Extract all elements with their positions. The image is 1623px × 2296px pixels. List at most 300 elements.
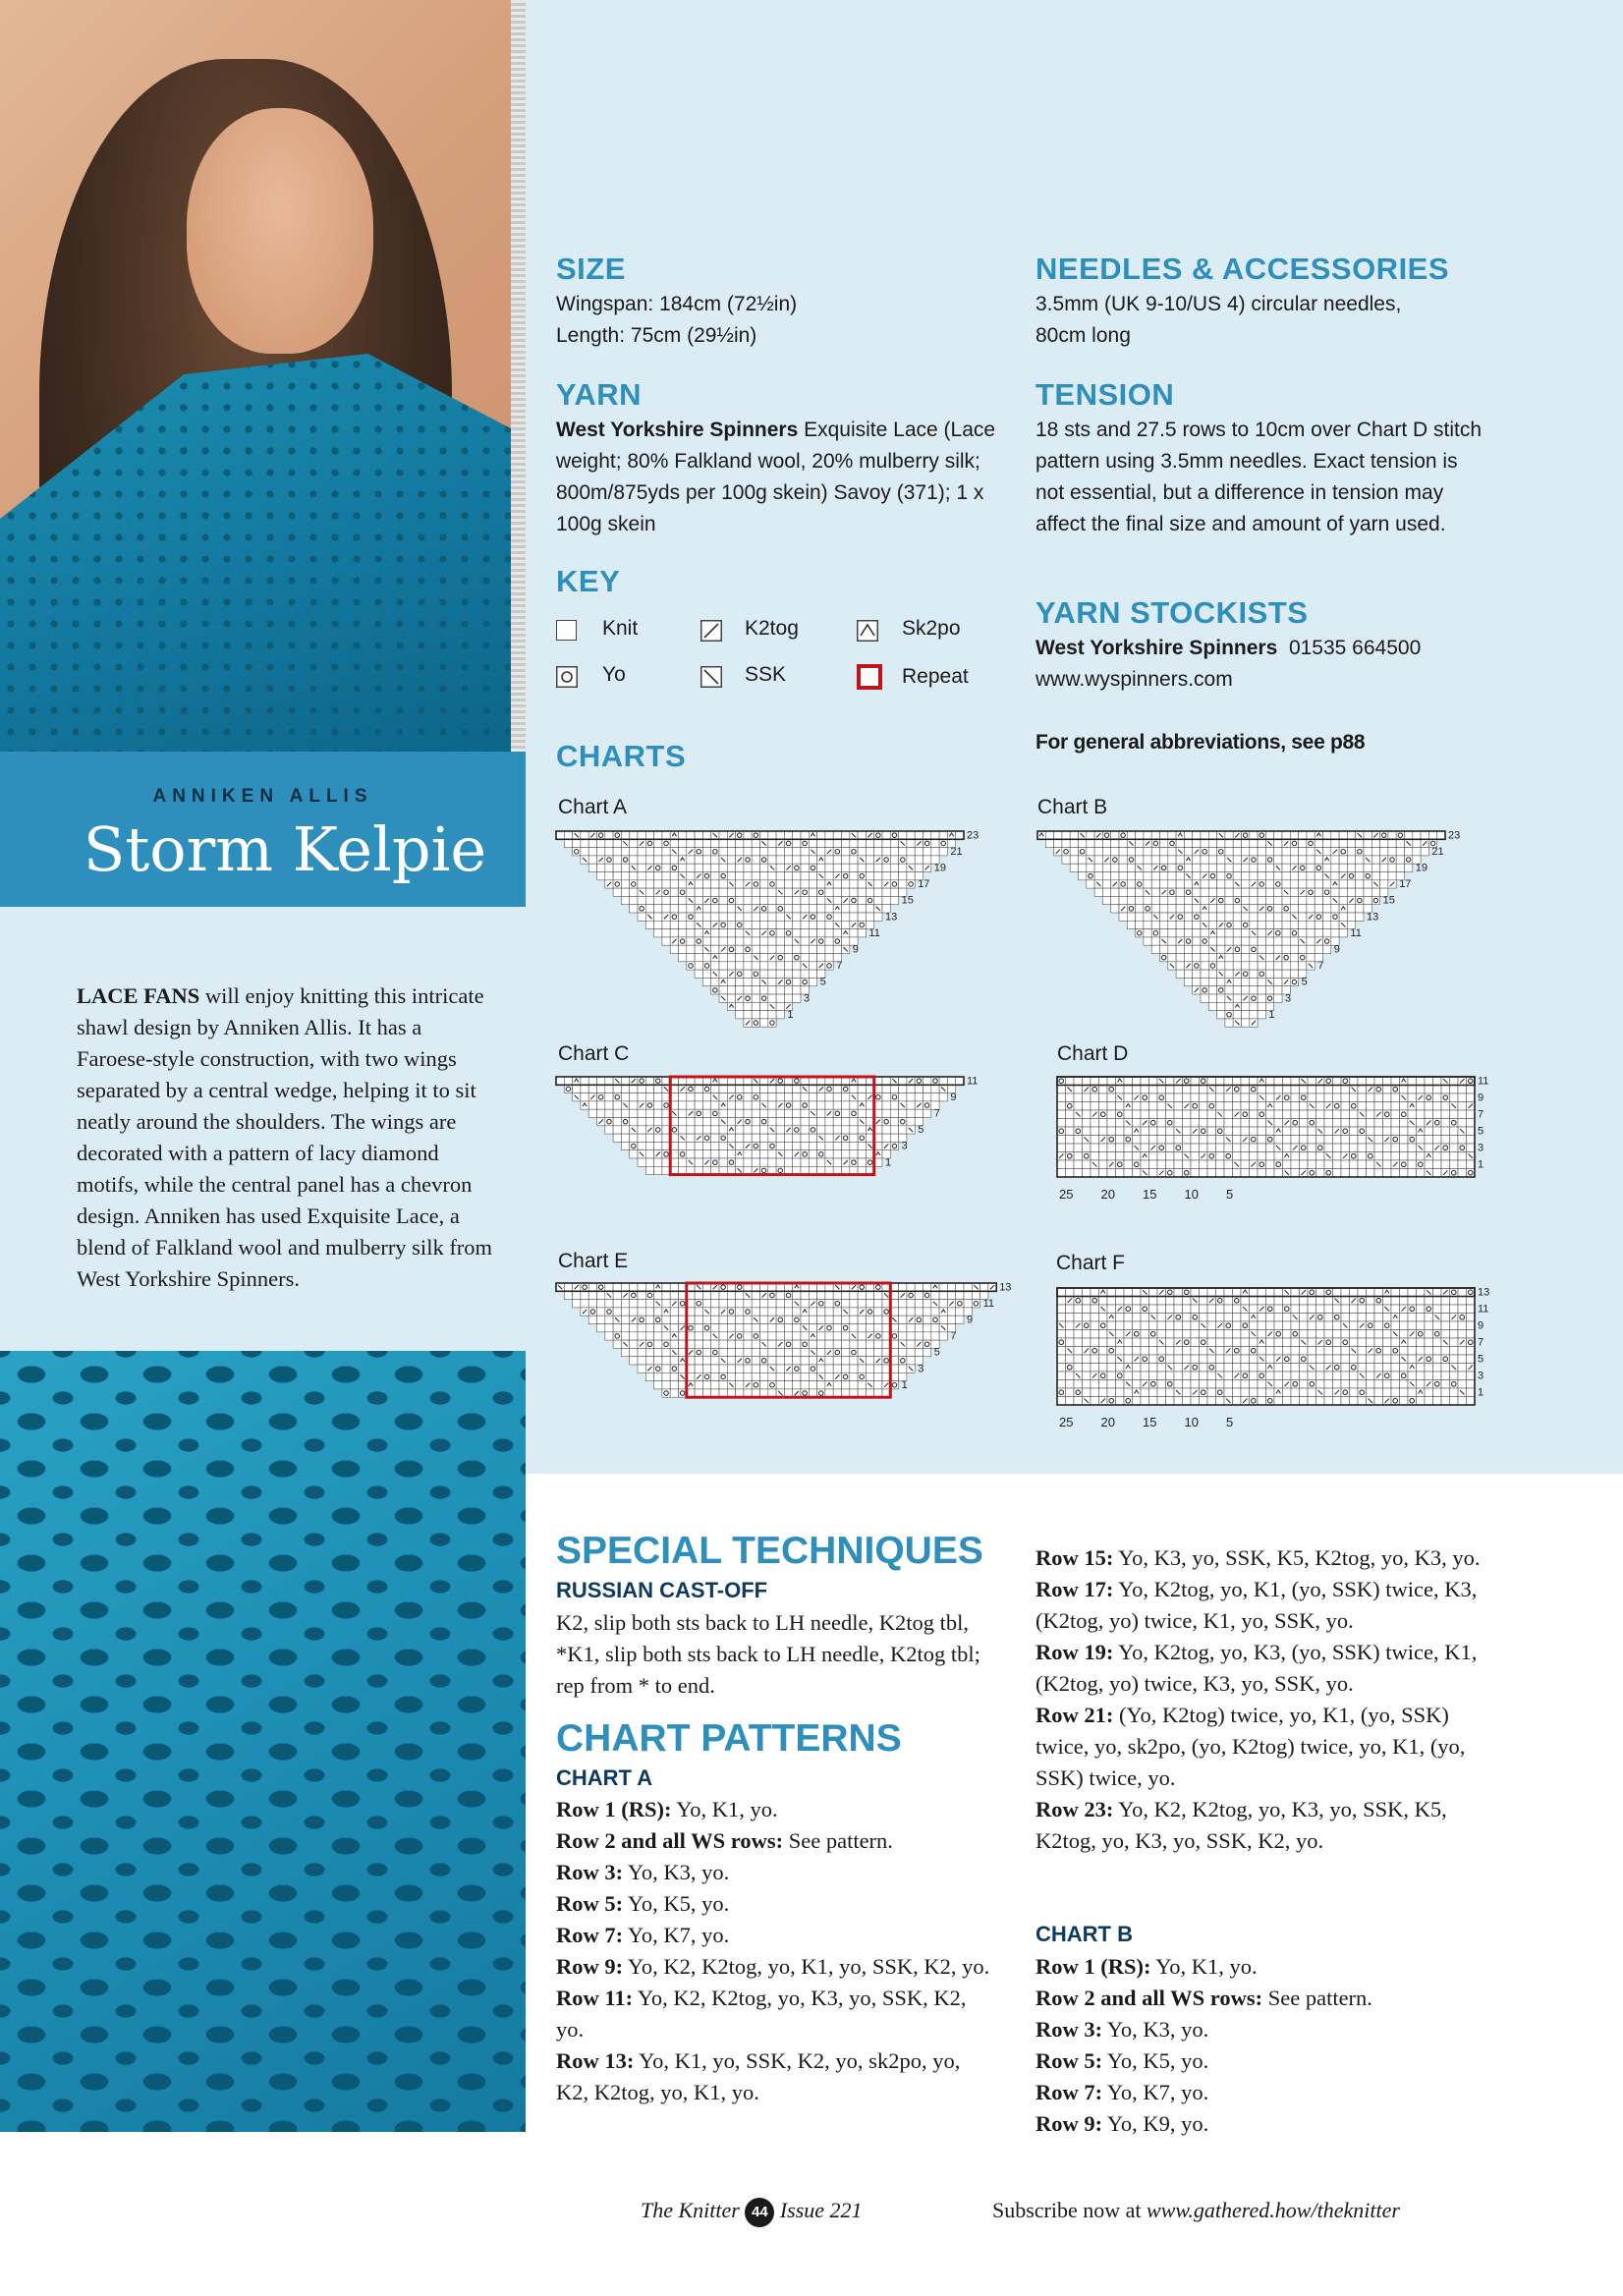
chart-cell	[1124, 1110, 1133, 1119]
chart-cell	[1174, 1372, 1183, 1380]
chart-cell	[1107, 1288, 1116, 1297]
chart-cell	[662, 880, 670, 888]
chart-cell	[1151, 888, 1159, 896]
chart-cell	[817, 929, 825, 937]
chart-cell	[1367, 1110, 1375, 1119]
chart-cell	[752, 848, 759, 856]
chart-cell	[670, 1283, 678, 1291]
chart-cell	[654, 905, 662, 913]
chart-cell	[874, 913, 882, 921]
chart-cell	[1183, 1127, 1192, 1136]
chart-cell	[1224, 1110, 1233, 1119]
chart-cell	[760, 905, 768, 913]
chart-cell	[784, 888, 792, 896]
chart-cell	[1141, 1086, 1149, 1094]
chart-cell	[1183, 1330, 1192, 1339]
chart-cell	[915, 864, 923, 871]
chart-cell	[695, 937, 702, 945]
chart-cell	[1124, 1144, 1133, 1152]
chart-cell	[1233, 1397, 1242, 1406]
chart-cell	[768, 848, 776, 856]
chart-cell	[899, 864, 907, 871]
chart-cell	[890, 839, 898, 847]
chart-cell	[1358, 1144, 1367, 1152]
chart-cell	[1176, 945, 1184, 953]
chart-cell	[1160, 896, 1168, 904]
chart-cell	[702, 1118, 710, 1126]
chart-cell	[1258, 1102, 1266, 1111]
chart-cell	[1160, 856, 1168, 864]
chart-cell	[1160, 848, 1168, 856]
chart-cell	[654, 1109, 662, 1117]
chart-cell	[1133, 1086, 1142, 1094]
chart-cell	[842, 1372, 850, 1380]
chart-cell	[752, 1324, 759, 1332]
chart-cell	[654, 1340, 662, 1348]
chart-cell	[1087, 872, 1094, 880]
chart-cell	[1201, 896, 1208, 904]
chart-cell	[1133, 1160, 1142, 1169]
chart-cell	[1074, 1364, 1083, 1372]
row-number: 3	[918, 1363, 924, 1375]
chart-cell	[1241, 1380, 1250, 1389]
chart-cell	[1216, 1388, 1225, 1397]
chart-cell	[1458, 1321, 1467, 1330]
chart-cell	[654, 1308, 662, 1316]
chart-cell	[882, 1118, 890, 1126]
chart-cell	[1151, 937, 1159, 945]
chart-cell	[1331, 913, 1339, 921]
chart-cell	[817, 1109, 825, 1117]
chart-cell	[1315, 856, 1322, 864]
chart-cell	[776, 929, 784, 937]
chart-cell	[1347, 856, 1355, 864]
chart-cell	[825, 1085, 833, 1092]
chart-cell	[1136, 896, 1144, 904]
chart-cell	[1241, 1330, 1250, 1339]
chart-cell	[744, 1372, 752, 1380]
chart-cell	[1087, 831, 1094, 839]
chart-cell	[1350, 1330, 1359, 1339]
chart-cell	[1282, 880, 1290, 888]
chart-cell	[1216, 1364, 1225, 1372]
chart-cell	[727, 1300, 735, 1308]
chart-cell	[809, 913, 816, 921]
chart-cell	[1149, 1347, 1158, 1356]
chart-cell	[793, 872, 801, 880]
chart-cell	[736, 1348, 744, 1356]
chart-cell	[1250, 921, 1258, 928]
chart-cell	[1144, 880, 1151, 888]
chart-cell	[907, 1308, 915, 1316]
chart-cell	[1124, 1297, 1133, 1306]
chart-cell	[793, 1093, 801, 1101]
chart-cell	[1290, 978, 1298, 985]
chart-cell	[1458, 1169, 1467, 1178]
chart-cell	[833, 1381, 841, 1389]
row-number: 15	[1382, 894, 1395, 907]
chart-cell	[1374, 1388, 1383, 1397]
chart-cell	[1174, 1169, 1183, 1178]
chart-cell	[809, 929, 816, 937]
chart-cell	[915, 848, 923, 856]
chart-cell	[825, 905, 833, 913]
chart-cell	[1151, 839, 1159, 847]
chart-cell	[1066, 1330, 1075, 1339]
chart-cell	[1417, 1297, 1426, 1306]
chart-cell	[630, 905, 638, 913]
chart-cell	[1176, 970, 1184, 978]
chart-cell	[907, 1101, 915, 1109]
chart-cell	[1258, 1380, 1266, 1389]
chart-cell	[613, 1340, 621, 1348]
chart-cell	[1356, 856, 1364, 864]
chart-cell	[899, 1093, 907, 1101]
chart-cell	[1347, 905, 1355, 913]
chart-cell	[727, 978, 735, 985]
chart-cell	[1099, 1380, 1108, 1389]
chart-cell	[1341, 1119, 1350, 1128]
chart-cell	[801, 1118, 809, 1126]
chart-cell	[1400, 1314, 1409, 1322]
chart-cell	[1339, 864, 1347, 871]
chart-cell	[1166, 1110, 1175, 1119]
chart-cell	[776, 831, 784, 839]
chart-cell	[760, 994, 768, 1002]
chart-cell	[1057, 1144, 1066, 1152]
chart-cell	[801, 864, 809, 871]
chart-cell	[1258, 978, 1265, 985]
chart-cell	[793, 1357, 801, 1365]
chart-cell	[1119, 888, 1127, 896]
chart-cell	[687, 1142, 695, 1149]
chart-cell	[1391, 1110, 1400, 1119]
chart-cell	[1307, 954, 1315, 962]
chart-cell	[1341, 1347, 1350, 1356]
chart-cell	[1274, 1110, 1283, 1119]
chart-cell	[817, 945, 825, 953]
chart-cell	[1141, 1364, 1149, 1372]
chart-cell	[581, 848, 588, 856]
chart-cell	[645, 839, 653, 847]
chart-cell	[1341, 1127, 1350, 1136]
chart-cell	[833, 1348, 841, 1356]
chart-cell	[702, 978, 710, 985]
chart-cell	[1107, 1086, 1116, 1094]
chart-cell	[1282, 913, 1290, 921]
chart-cell	[1380, 839, 1388, 847]
chart-cell	[1217, 986, 1225, 994]
chart-cell	[1151, 945, 1159, 953]
chart-cell	[744, 896, 752, 904]
chart-cell	[654, 1332, 662, 1340]
chart-cell	[1216, 1102, 1225, 1111]
chart-cell	[1274, 896, 1282, 904]
chart-cell	[1316, 1321, 1325, 1330]
chart-cell	[711, 1300, 719, 1308]
chart-cell	[1250, 1110, 1259, 1119]
chart-cell	[1208, 880, 1216, 888]
row-number: 3	[901, 1140, 908, 1152]
chart-cell	[1107, 1338, 1116, 1347]
chart-cell	[776, 1002, 784, 1010]
chart-cell	[1367, 1330, 1375, 1339]
chart-cell	[1242, 962, 1250, 970]
chart-cell	[588, 839, 596, 847]
chart-cell	[605, 1332, 613, 1340]
chart-cell	[1057, 1388, 1066, 1397]
chart-cell	[711, 1291, 719, 1299]
chart-cell	[1191, 1355, 1200, 1364]
chart-cell	[1274, 913, 1282, 921]
chart-cell	[1151, 896, 1159, 904]
chart-cell	[1316, 1297, 1325, 1306]
chart-cell	[939, 831, 947, 839]
chart-cell	[744, 856, 752, 864]
chart-cell	[1250, 1093, 1259, 1102]
chart-cell	[793, 1316, 801, 1323]
chart-cell	[1371, 888, 1379, 896]
chart-cell	[1467, 1330, 1476, 1339]
chart-a-row-cont-0: Row 15: Yo, K3, yo, SSK, K5, K2tog, yo, K3, yo.	[1035, 1545, 1481, 1570]
chart-cell	[1358, 1086, 1367, 1094]
chart-cell	[1358, 1314, 1367, 1322]
chart-cell	[1274, 1152, 1283, 1161]
chart-cell	[752, 970, 759, 978]
chart-cell	[1315, 872, 1322, 880]
chart-cell	[817, 1316, 825, 1323]
chart-cell	[1364, 864, 1371, 871]
chart-cell	[695, 1126, 702, 1134]
chart-cell	[931, 1085, 939, 1092]
chart-cell	[1057, 1093, 1066, 1102]
chart-cell	[1216, 1355, 1225, 1364]
chart-cell	[1323, 831, 1331, 839]
chart-cell	[1193, 929, 1201, 937]
chart-cell	[1371, 839, 1379, 847]
chart-cell	[850, 1365, 858, 1372]
chart-cell	[1324, 1093, 1333, 1102]
chart-cell	[1107, 1355, 1116, 1364]
chart-cell	[1391, 1372, 1400, 1380]
chart-cell	[1091, 1305, 1099, 1314]
chart-cell	[1450, 1086, 1459, 1094]
chart-cell	[817, 1142, 825, 1149]
chart-cell	[1347, 880, 1355, 888]
chart-cell	[1300, 1086, 1309, 1094]
chart-cell	[670, 872, 678, 880]
chart-cell	[719, 929, 727, 937]
chart-cell	[670, 905, 678, 913]
chart-cell	[1133, 1314, 1142, 1322]
chart-cell	[1383, 1160, 1392, 1169]
chart-cell	[1166, 1160, 1175, 1169]
chart-cell	[702, 1109, 710, 1117]
chart-cell	[687, 872, 695, 880]
chart-cell	[1274, 1314, 1283, 1322]
chart-cell	[768, 905, 776, 913]
chart-cell	[1290, 831, 1298, 839]
lace-detail-photo	[0, 1351, 526, 2132]
chart-a-subhead: CHART A	[556, 1765, 653, 1790]
chart-cell	[1225, 1002, 1233, 1010]
chart-cell	[956, 1316, 964, 1323]
chart-cell	[1458, 1297, 1467, 1306]
chart-cell	[1258, 1086, 1266, 1094]
chart-cell	[817, 1158, 825, 1166]
chart-cell	[1450, 1355, 1459, 1364]
chart-cell	[850, 1109, 858, 1117]
chart-cell	[752, 994, 759, 1002]
chart-cell	[768, 1093, 776, 1101]
chart-cell	[695, 1316, 702, 1323]
chart-cell	[736, 986, 744, 994]
chart-cell	[1242, 888, 1250, 896]
chart-cell	[776, 1357, 784, 1365]
chart-cell	[711, 880, 719, 888]
chart-cell	[1467, 1388, 1476, 1397]
chart-cell	[939, 1077, 947, 1085]
chart-cell	[727, 954, 735, 962]
chart-cell	[744, 1158, 752, 1166]
chart-cell	[850, 1101, 858, 1109]
chart-cell	[736, 1316, 744, 1323]
chart-cell	[1467, 1297, 1476, 1306]
chart-cell	[809, 1372, 816, 1380]
chart-cell	[1176, 839, 1184, 847]
chart-cell	[776, 896, 784, 904]
chart-cell	[645, 1134, 653, 1142]
chart-cell	[1250, 1144, 1259, 1152]
chart-cell	[654, 872, 662, 880]
chart-cell	[923, 1348, 931, 1356]
chart-cell	[1341, 1136, 1350, 1145]
chart-cell	[597, 1324, 605, 1332]
chart-cell	[638, 1142, 645, 1149]
chart-cell	[1282, 856, 1290, 864]
chart-cell	[695, 1085, 702, 1092]
chart-cell	[1350, 1355, 1359, 1364]
chart-cell	[645, 1340, 653, 1348]
chart-cell	[1371, 848, 1379, 856]
chart-cell	[1116, 1102, 1125, 1111]
chart-cell	[825, 945, 833, 953]
chart-cell	[1405, 864, 1413, 871]
chart-cell	[1364, 831, 1371, 839]
chart-cell	[1200, 1330, 1208, 1339]
column-number: 10	[1184, 1415, 1199, 1429]
chart-cell	[1356, 848, 1364, 856]
chart-cell	[1119, 839, 1127, 847]
chart-cell	[1291, 1305, 1300, 1314]
chart-cell	[1282, 945, 1290, 953]
chart-cell	[1364, 848, 1371, 856]
chart-cell	[752, 864, 759, 871]
chart-cell	[1094, 856, 1102, 864]
chart-cell	[850, 1340, 858, 1348]
chart-cell	[1358, 1093, 1367, 1102]
chart-cell	[613, 872, 621, 880]
chart-cell	[702, 848, 710, 856]
chart-cell	[776, 848, 784, 856]
chart-cell	[1300, 1330, 1309, 1339]
chart-cell	[833, 1158, 841, 1166]
chart-cell	[1183, 1077, 1192, 1086]
chart-cell	[719, 921, 727, 928]
chart-cell	[1250, 1127, 1259, 1136]
chart-cell	[939, 1283, 947, 1291]
chart-cell	[1242, 864, 1250, 871]
chart-cell	[760, 856, 768, 864]
chart-cell	[1099, 1169, 1108, 1178]
chart-cell	[801, 921, 809, 928]
chart-cell	[1266, 1152, 1275, 1161]
chart-cell	[1333, 1160, 1342, 1169]
chart-cell	[1341, 1372, 1350, 1380]
chart-cell	[1111, 864, 1119, 871]
chart-cell	[1300, 1297, 1309, 1306]
chart-cell	[1193, 913, 1201, 921]
chart-cell	[597, 864, 605, 871]
chart-cell	[736, 880, 744, 888]
chart-cell	[1176, 872, 1184, 880]
chart-cell	[915, 1348, 923, 1356]
chart-cell	[1258, 929, 1265, 937]
chart-cell	[1083, 1152, 1091, 1161]
chart-cell	[711, 1142, 719, 1149]
chart-cell	[662, 839, 670, 847]
chart-cell	[1274, 962, 1282, 970]
chart-cell	[784, 1085, 792, 1092]
chart-cell	[809, 1316, 816, 1323]
chart-cell	[1396, 831, 1404, 839]
chart-cell	[1111, 848, 1119, 856]
chart-cell	[630, 1340, 638, 1348]
chart-cell	[1391, 1093, 1400, 1102]
chart-cell	[1250, 864, 1258, 871]
chart-cell	[882, 1126, 890, 1134]
row-number: 23	[967, 829, 979, 842]
chart-cell	[1433, 1136, 1442, 1145]
chart-a-row-cont-4: Row 23: Yo, K2, K2tog, yo, K3, yo, SSK, K5, K2tog, yo, K3, yo, SSK, K2, yo.	[1035, 1797, 1447, 1853]
chart-cell	[1224, 1330, 1233, 1339]
chart-cell	[1290, 937, 1298, 945]
chart-a-row-6: Row 11: Yo, K2, K2tog, yo, K3, yo, SSK, K2, yo.	[556, 1986, 967, 2042]
chart-cell	[695, 954, 702, 962]
chart-cell	[1107, 1321, 1116, 1330]
chart-cell	[695, 1291, 702, 1299]
chart-cell	[1224, 1160, 1233, 1169]
chart-cell	[1331, 839, 1339, 847]
chart-cell	[1250, 1380, 1259, 1389]
chart-cell	[776, 1381, 784, 1389]
row-number: 5	[1301, 976, 1308, 988]
chart-cell	[1467, 1372, 1476, 1380]
chart-cell	[1258, 1321, 1266, 1330]
chart-cell	[1141, 1338, 1149, 1347]
chart-cell	[613, 848, 621, 856]
chart-cell	[1066, 1314, 1075, 1322]
chart-cell	[1083, 1077, 1091, 1086]
chart-cell	[1467, 1110, 1476, 1119]
chart-cell	[1091, 1297, 1099, 1306]
chart-cell	[1458, 1144, 1467, 1152]
chart-cell	[719, 848, 727, 856]
chart-cell	[719, 1300, 727, 1308]
intro-text: LACE FANS will enjoy knitting this intricate shawl design by Anniken Allis. It has a Faroese-style construction, with two wings separated by a central wedge, helping it to sit neatly around the shoulders. The wings are decorated with a pattern of lacy diamond motifs, while the central panel has a chevron design. Anniken has used Exquisite Lace, a blend of Falkland wool and mulberry silk from West Yorkshire Spinners.	[77, 983, 493, 1291]
chart-cell	[1225, 896, 1233, 904]
chart-cell	[1136, 929, 1144, 937]
